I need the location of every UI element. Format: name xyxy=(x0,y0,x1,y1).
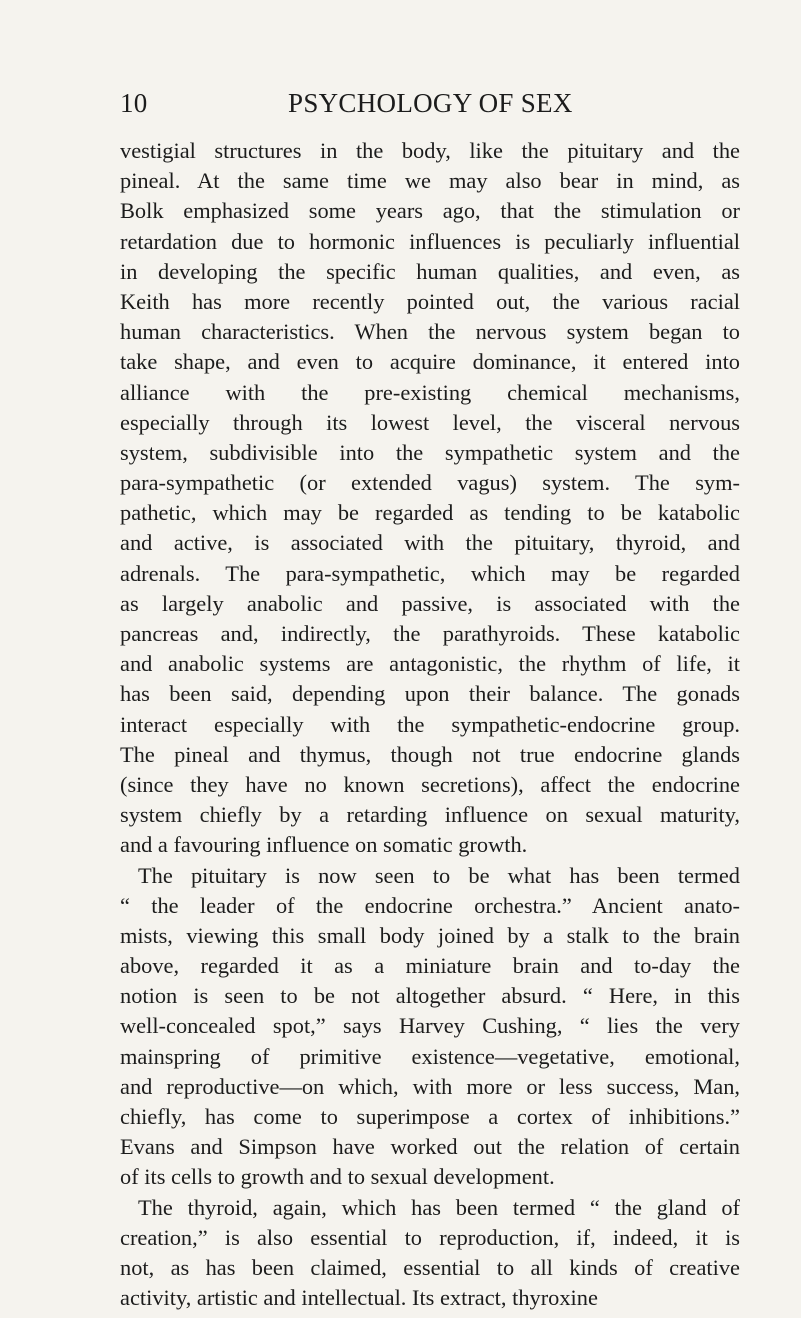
text-line: interact especially with the sympathetic-endocrine group. xyxy=(120,711,740,737)
text-line: activity, artistic and intellectual. Its extract, thyroxine xyxy=(120,1285,598,1311)
page-number: 10 xyxy=(120,88,148,118)
text-line: mainspring of primitive existence—vegetative, emotional, xyxy=(120,1043,740,1069)
paragraph xyxy=(120,1193,740,1314)
text-line: The thyroid, again, which has been termed “ the gland of xyxy=(138,1194,740,1220)
text-line: has been said, depending upon their balance. The gonads xyxy=(120,681,740,707)
text-line: adrenals. The para-sympathetic, which may be regarded xyxy=(120,560,740,586)
paragraph xyxy=(120,136,740,861)
text-line: and active, is associated with the pituitary, thyroid, and xyxy=(120,530,740,556)
text-line: vestigial structures in the body, like the pituitary and the xyxy=(120,138,740,163)
text-line: especially through its lowest level, the visceral nervous xyxy=(120,409,740,435)
paragraph xyxy=(120,861,740,1193)
text-line: and anabolic systems are antagonistic, the rhythm of life, it xyxy=(120,651,740,677)
text-line: and a favouring influence on somatic growth. xyxy=(120,832,528,858)
text-line: mists, viewing this small body joined by a stalk to the brain xyxy=(120,922,740,948)
text-line: The pituitary is now seen to be what has been termed xyxy=(138,862,740,888)
text-line: Evans and Simpson have worked out the relation of certain xyxy=(120,1134,740,1160)
text-line: system chiefly by a retarding influence on sexual maturity, xyxy=(120,802,740,828)
text-line: take shape, and even to acquire dominance, it entered into xyxy=(120,349,740,375)
running-title: PSYCHOLOGY OF SEX xyxy=(288,88,573,118)
text-line: above, regarded it as a miniature brain and to-day the xyxy=(120,953,740,979)
page-header xyxy=(120,88,740,128)
body-text xyxy=(120,136,740,1313)
text-line: pathetic, which may be regarded as tending to be katabolic xyxy=(120,500,740,526)
text-line: Bolk emphasized some years ago, that the stimulation or xyxy=(120,198,740,224)
text-line: (since they have no known secretions), affect the endocrine xyxy=(120,771,740,797)
text-line: well-concealed spot,” says Harvey Cushing, “ lies the very xyxy=(120,1013,740,1039)
text-line: alliance with the pre-existing chemical mechanisms, xyxy=(120,379,740,405)
text-line: creation,” is also essential to reproduction, if, indeed, it is xyxy=(120,1224,740,1250)
text-line: system, subdivisible into the sympathetic system and the xyxy=(120,439,740,465)
text-line: pancreas and, indirectly, the parathyroids. These katabolic xyxy=(120,621,740,646)
text-line: human characteristics. When the nervous system began to xyxy=(120,319,740,345)
text-line: Keith has more recently pointed out, the various racial xyxy=(120,288,740,314)
text-line: in developing the specific human qualities, and even, as xyxy=(120,258,740,284)
text-line: of its cells to growth and to sexual development. xyxy=(120,1164,555,1190)
text-line: “ the leader of the endocrine orchestra.” Ancient anato- xyxy=(120,892,740,918)
text-line: as largely anabolic and passive, is associated with the xyxy=(120,590,740,616)
text-line: chiefly, has come to superimpose a cortex of inhibitions.” xyxy=(120,1104,740,1129)
text-line: retardation due to hormonic influences is peculiarly influential xyxy=(120,228,740,254)
text-line: not, as has been claimed, essential to all kinds of creative xyxy=(120,1254,740,1280)
text-line: and reproductive—on which, with more or less success, Man, xyxy=(120,1073,740,1099)
text-line: pineal. At the same time we may also bear in mind, as xyxy=(120,168,740,194)
text-line: para-sympathetic (or extended vagus) system. The sym- xyxy=(120,470,740,496)
text-line: notion is seen to be not altogether absurd. “ Here, in this xyxy=(120,983,740,1009)
text-line: The pineal and thymus, though not true endocrine glands xyxy=(120,741,740,767)
